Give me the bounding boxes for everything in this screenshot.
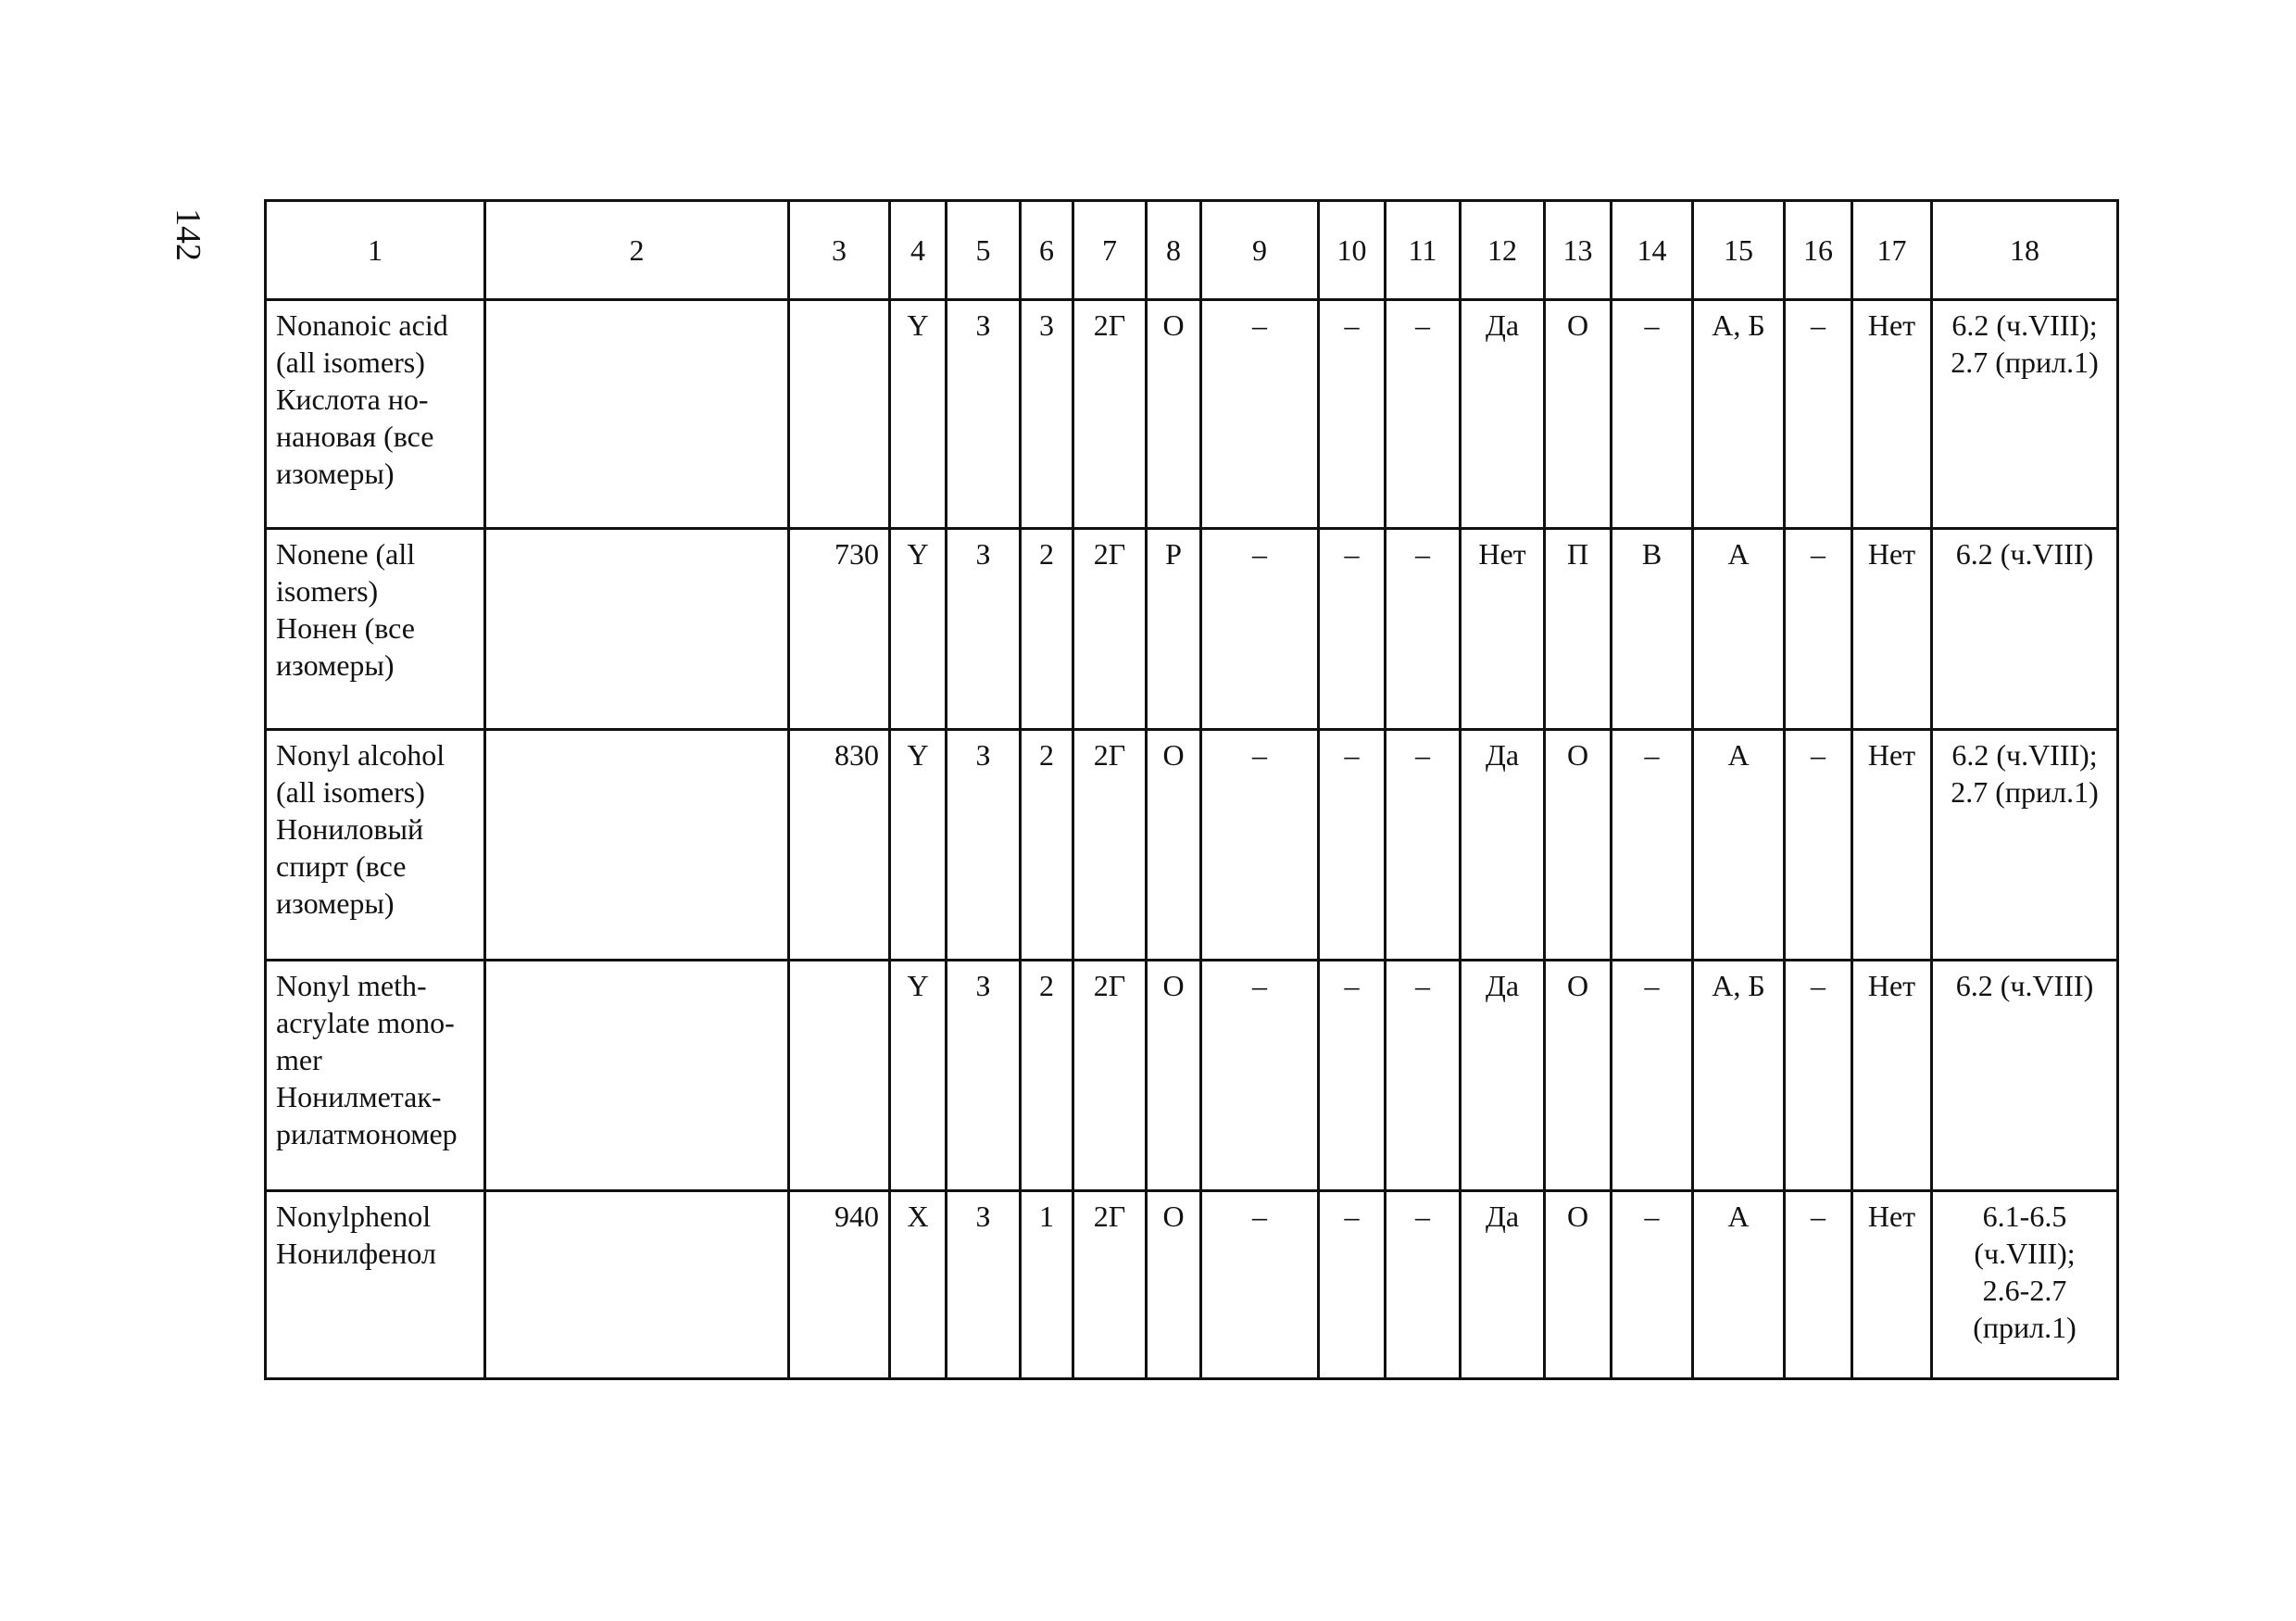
col13-cell: П [1545, 529, 1612, 730]
col11-cell: – [1386, 529, 1461, 730]
header-cell: 15 [1693, 201, 1785, 300]
col10-cell: – [1319, 300, 1386, 529]
col11-cell: – [1386, 730, 1461, 961]
col3-cell [789, 961, 890, 1191]
reference-line: 2.7 (прил.1) [1951, 775, 2099, 809]
col7-cell: 2Г [1073, 529, 1147, 730]
header-cell: 5 [947, 201, 1021, 300]
col18-cell [1932, 961, 2118, 1191]
col15-cell: А [1693, 1191, 1785, 1379]
col4-cell: Y [890, 300, 947, 529]
reference-line: 6.2 (ч.VIII); [1951, 308, 2098, 342]
col16-cell: – [1785, 300, 1852, 529]
header-cell: 17 [1852, 201, 1932, 300]
name-line: Кислота но- [276, 383, 429, 416]
col10-cell: – [1319, 1191, 1386, 1379]
header-cell: 9 [1201, 201, 1319, 300]
col7-cell: 2Г [1073, 961, 1147, 1191]
name-line: Nonanoic acid [276, 308, 448, 342]
name-line: Nonene (all [276, 537, 416, 571]
name-line: Nonyl meth- [276, 969, 427, 1002]
name-line: рилатмономер [276, 1117, 458, 1150]
col9-cell: – [1201, 529, 1319, 730]
header-cell: 6 [1021, 201, 1073, 300]
col7-cell: 2Г [1073, 730, 1147, 961]
name-line: изомеры) [276, 457, 395, 490]
col5-cell: З [947, 1191, 1021, 1379]
substance-name-cell [266, 961, 485, 1191]
col18-cell [1932, 730, 2118, 961]
col17-cell: Нет [1852, 300, 1932, 529]
table-row [266, 730, 2118, 961]
col12-cell: Нет [1461, 529, 1545, 730]
header-cell: 2 [485, 201, 789, 300]
col15-cell: А, Б [1693, 300, 1785, 529]
col16-cell: – [1785, 730, 1852, 961]
col11-cell: – [1386, 300, 1461, 529]
col3-cell: 730 [789, 529, 890, 730]
col17-cell: Нет [1852, 1191, 1932, 1379]
col15-cell: А [1693, 529, 1785, 730]
name-line: спирт (все [276, 849, 407, 883]
col2-cell [485, 961, 789, 1191]
col9-cell: – [1201, 961, 1319, 1191]
col4-cell: Y [890, 529, 947, 730]
col15-cell: А, Б [1693, 961, 1785, 1191]
col9-cell: – [1201, 300, 1319, 529]
name-line: Нониловый [276, 812, 424, 846]
col5-cell: З [947, 529, 1021, 730]
reference-line: (прил.1) [1973, 1311, 2076, 1344]
col5-cell: З [947, 300, 1021, 529]
name-line: acrylate mono- [276, 1006, 455, 1039]
name-line: mer [276, 1043, 322, 1076]
col14-cell: – [1612, 961, 1693, 1191]
col16-cell: – [1785, 1191, 1852, 1379]
col10-cell: – [1319, 529, 1386, 730]
name-line: Нонен (все [276, 611, 415, 645]
substances-table [264, 199, 2119, 1380]
col4-cell: Y [890, 961, 947, 1191]
col4-cell: X [890, 1191, 947, 1379]
col5-cell: З [947, 961, 1021, 1191]
col8-cell: О [1147, 300, 1201, 529]
table-row [266, 1191, 2118, 1379]
col10-cell: – [1319, 961, 1386, 1191]
col2-cell [485, 529, 789, 730]
col7-cell: 2Г [1073, 1191, 1147, 1379]
col8-cell: Р [1147, 529, 1201, 730]
col17-cell: Нет [1852, 961, 1932, 1191]
col9-cell: – [1201, 730, 1319, 961]
col11-cell: – [1386, 1191, 1461, 1379]
header-cell: 11 [1386, 201, 1461, 300]
col8-cell: О [1147, 961, 1201, 1191]
substance-name-cell [266, 300, 485, 529]
reference-line: 6.2 (ч.VIII) [1955, 969, 2094, 1002]
col6-cell: 2 [1021, 730, 1073, 961]
col12-cell: Да [1461, 961, 1545, 1191]
table-row [266, 529, 2118, 730]
header-cell: 8 [1147, 201, 1201, 300]
name-line: (all isomers) [276, 775, 425, 809]
reference-line: 2.6-2.7 [1982, 1274, 2067, 1307]
col14-cell: – [1612, 1191, 1693, 1379]
col11-cell: – [1386, 961, 1461, 1191]
header-cell: 18 [1932, 201, 2118, 300]
col12-cell: Да [1461, 300, 1545, 529]
col13-cell: О [1545, 730, 1612, 961]
substance-name-cell [266, 529, 485, 730]
col3-cell: 940 [789, 1191, 890, 1379]
col2-cell [485, 300, 789, 529]
col18-cell [1932, 1191, 2118, 1379]
header-cell: 4 [890, 201, 947, 300]
name-line: Нонилметак- [276, 1080, 442, 1113]
header-cell: 1 [266, 201, 485, 300]
col2-cell [485, 730, 789, 961]
page-number: 142 [169, 208, 207, 261]
col6-cell: 1 [1021, 1191, 1073, 1379]
col2-cell [485, 1191, 789, 1379]
col17-cell: Нет [1852, 529, 1932, 730]
col12-cell: Да [1461, 1191, 1545, 1379]
header-cell: 3 [789, 201, 890, 300]
name-line: изомеры) [276, 648, 395, 682]
col14-cell: В [1612, 529, 1693, 730]
name-line: нановая (все [276, 420, 434, 453]
name-line: Nonyl alcohol [276, 738, 445, 772]
table-row [266, 961, 2118, 1191]
reference-line: (ч.VIII); [1974, 1237, 2076, 1270]
col15-cell: А [1693, 730, 1785, 961]
reference-line: 6.2 (ч.VIII); [1951, 738, 2098, 772]
name-line: (all isomers) [276, 346, 425, 379]
col7-cell: 2Г [1073, 300, 1147, 529]
header-cell: 7 [1073, 201, 1147, 300]
col3-cell [789, 300, 890, 529]
substance-name-cell [266, 730, 485, 961]
col8-cell: О [1147, 1191, 1201, 1379]
col8-cell: О [1147, 730, 1201, 961]
header-cell: 14 [1612, 201, 1693, 300]
header-cell: 16 [1785, 201, 1852, 300]
header-row [266, 201, 2118, 300]
col12-cell: Да [1461, 730, 1545, 961]
col16-cell: – [1785, 961, 1852, 1191]
reference-line: 6.1-6.5 [1982, 1200, 2067, 1233]
col3-cell: 830 [789, 730, 890, 961]
table-row [266, 300, 2118, 529]
col13-cell: О [1545, 961, 1612, 1191]
col6-cell: 2 [1021, 529, 1073, 730]
col9-cell: – [1201, 1191, 1319, 1379]
reference-line: 2.7 (прил.1) [1951, 346, 2099, 379]
col18-cell [1932, 529, 2118, 730]
name-line: isomers) [276, 574, 379, 608]
col4-cell: Y [890, 730, 947, 961]
name-line: Нонилфенол [276, 1237, 436, 1270]
header-cell: 10 [1319, 201, 1386, 300]
col14-cell: – [1612, 730, 1693, 961]
substance-name-cell [266, 1191, 485, 1379]
col14-cell: – [1612, 300, 1693, 529]
reference-line: 6.2 (ч.VIII) [1955, 537, 2094, 571]
col6-cell: 3 [1021, 300, 1073, 529]
col16-cell: – [1785, 529, 1852, 730]
header-cell: 13 [1545, 201, 1612, 300]
col6-cell: 2 [1021, 961, 1073, 1191]
name-line: изомеры) [276, 886, 395, 920]
col13-cell: О [1545, 300, 1612, 529]
col10-cell: – [1319, 730, 1386, 961]
col17-cell: Нет [1852, 730, 1932, 961]
col18-cell [1932, 300, 2118, 529]
col13-cell: О [1545, 1191, 1612, 1379]
name-line: Nonylphenol [276, 1200, 432, 1233]
col5-cell: З [947, 730, 1021, 961]
header-cell: 12 [1461, 201, 1545, 300]
